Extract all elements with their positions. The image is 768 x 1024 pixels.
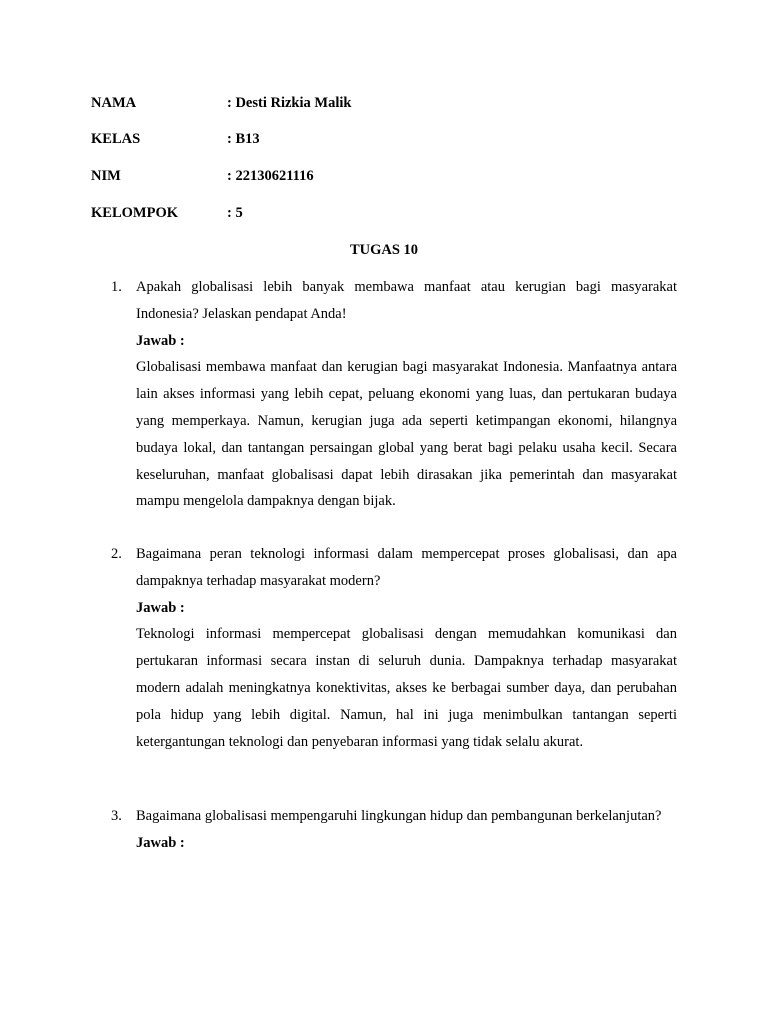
question-body (136, 274, 677, 515)
info-value: : B13 (227, 131, 260, 147)
question-body (136, 541, 677, 755)
answer-label: Jawab : (136, 332, 185, 349)
question-text: Bagaimana peran teknologi informasi dalam mempercepat proses globalisasi, dan apa dampaknya terhadap masyarakat modern? (136, 546, 677, 589)
question-body (136, 803, 677, 857)
info-label: NIM (91, 168, 121, 184)
question-text: Bagaimana globalisasi mempengaruhi lingkungan hidup dan pembangunan berkelanjutan? (136, 808, 662, 824)
answer-label: Jawab : (136, 599, 185, 616)
info-value: : 22130621116 (227, 168, 314, 184)
question-text: Apakah globalisasi lebih banyak membawa manfaat atau kerugian bagi masyarakat Indonesia? Jelaskan pendapat Anda! (136, 279, 677, 322)
info-value: : Desti Rizkia Malik (227, 95, 352, 111)
answer-text: Teknologi informasi mempercepat globalisasi dengan memudahkan komunikasi dan pertukaran informasi secara instan di seluruh dunia. Dampaknya terhadap masyarakat modern adalah meningkatnya konektivitas, akses ke berbagai sumber daya, dan perubahan pola hidup yang lebih digital. Namun, hal ini juga menimbulkan tantangan seperti ketergantungan teknologi dan penyebaran informasi yang tidak selalu akurat. (136, 626, 677, 750)
answer-label: Jawab : (136, 834, 185, 851)
info-row-nim (91, 166, 314, 186)
info-row-kelompok (91, 203, 243, 223)
question-number: 1. (111, 279, 122, 295)
info-label: KELAS (91, 131, 141, 147)
answer-text: Globalisasi membawa manfaat dan kerugian bagi masyarakat Indonesia. Manfaatnya antara lain akses informasi yang lebih cepat, peluang ekonomi yang luas, dan pertukaran budaya yang memperkaya. Namun, kerugian juga ada seperti ketimpangan ekonomi, hilangnya budaya lokal, dan tantangan persaingan global yang berat bagi pelaku usaha kecil. Secara keseluruhan, manfaat globalisasi dapat lebih dirasakan jika pemerintah dan masyarakat mampu mengelola dampaknya dengan bijak. (136, 359, 677, 510)
info-label: KELOMPOK (91, 205, 178, 221)
question-number: 3. (111, 808, 122, 824)
info-label: NAMA (91, 95, 137, 111)
info-row-kelas (91, 129, 260, 149)
info-row-nama (91, 93, 351, 113)
question-number: 2. (111, 546, 122, 562)
document-title: TUGAS 10 (349, 242, 419, 258)
info-value: : 5 (227, 205, 243, 221)
